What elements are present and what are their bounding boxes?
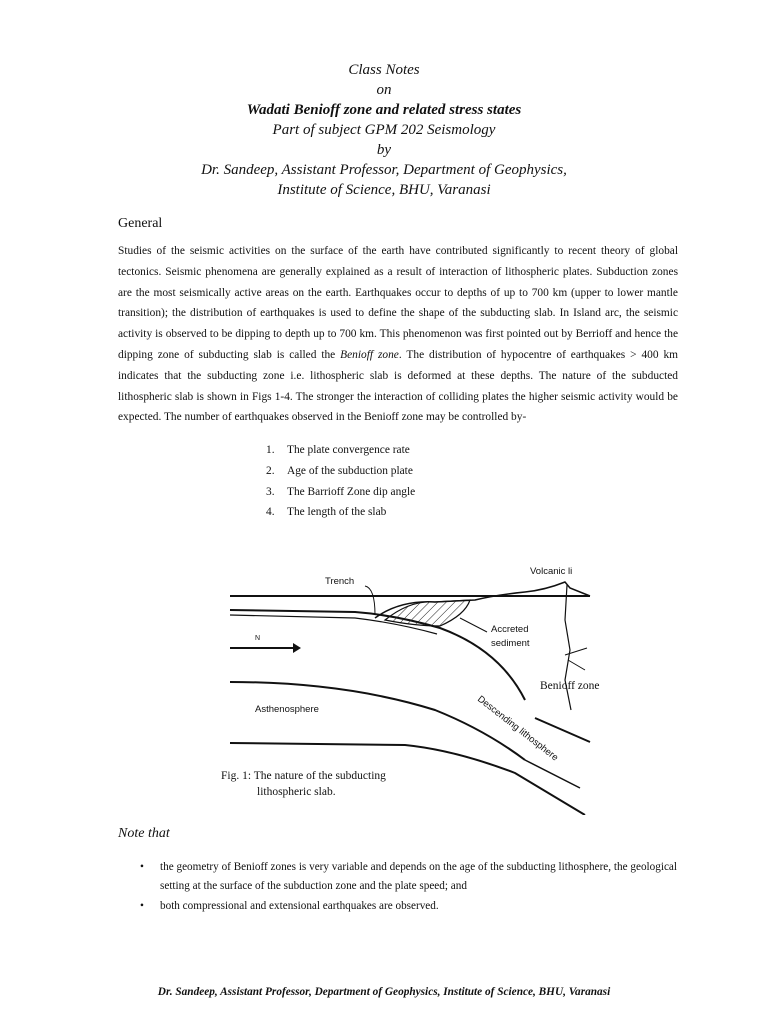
bullet-text: both compressional and extensional earthquakes are observed.	[160, 900, 439, 912]
list-number: 1.	[266, 444, 275, 456]
trench-leader	[365, 586, 375, 615]
list-number: 4.	[266, 506, 275, 519]
title-block	[0, 60, 768, 200]
list-item-text: The Barrioff Zone dip angle	[287, 485, 416, 498]
list-item	[266, 482, 415, 503]
figure-caption	[221, 768, 386, 800]
accreted-sediment-wedge	[385, 600, 470, 626]
list-number: 2.	[266, 464, 275, 477]
page-footer: Dr. Sandeep, Assistant Professor, Department of Geophysics, Institute of Science, BHU, Varanasi	[157, 986, 611, 998]
bullet-text: the geometry of Benioff zones is very variable and depends on the age of the subducting lithosphere, the geological setting at the surface of the subduction zone and the plate speed; and	[160, 861, 677, 892]
paragraph-text-end: . The distribution of hypocentre of earthquakes > 400 km indicates that the subducting zone i.e. lithospheric slab is deformed at these depths. The nature of the subducted lithospheric slab is shown in Figs 1-4. The stronger the interaction of colliding plates the higher seismic activity would be expected. The number of earthquakes observed in the Benioff zone may be controlled by-	[118, 348, 678, 424]
asthenosphere-label: Asthenosphere	[255, 704, 319, 715]
arrow-label: N	[255, 635, 261, 642]
title-line-class-notes: Class Notes	[348, 62, 420, 78]
list-number: 3.	[266, 485, 275, 498]
motion-arrow-head	[293, 643, 301, 653]
list-item-text: The length of the slab	[287, 506, 387, 519]
accreted-label: Accreted	[491, 624, 529, 635]
section-heading-general: General	[118, 216, 163, 231]
list-item	[140, 897, 677, 916]
list-item	[266, 440, 415, 461]
list-item	[266, 461, 415, 482]
title-subject-line: Part of subject GPM 202 Seismology	[272, 122, 496, 138]
caption-line-1: Fig. 1: The nature of the subducting	[221, 770, 386, 782]
controlling-factors-list	[266, 440, 415, 523]
author-line: Dr. Sandeep, Assistant Professor, Department of Geophysics,	[201, 162, 567, 178]
benioff-zone-label: Benioff zone	[540, 680, 600, 692]
descending-lithosphere-label: Descending lithosphere	[475, 693, 561, 764]
bullet-icon: •	[140, 861, 144, 873]
volcanic-label: Volcanic li	[530, 566, 573, 577]
benioff-zone-term: Benioff zone	[340, 348, 399, 361]
note-bullet-list	[140, 858, 677, 917]
institute-line: Institute of Science, BHU, Varanasi	[277, 182, 491, 198]
list-item-text: The plate convergence rate	[287, 444, 410, 456]
bullet-icon: •	[140, 900, 144, 912]
sediment-label: sediment	[491, 638, 530, 649]
plate-top-line	[230, 610, 525, 700]
note-heading: Note that	[118, 826, 170, 841]
list-item	[266, 502, 415, 523]
document-title: Wadati Benioff zone and related stress states	[246, 102, 522, 118]
general-paragraph	[118, 241, 678, 428]
sediment-leader	[460, 618, 487, 632]
trench-label: Trench	[325, 576, 355, 587]
list-item-text: Age of the subduction plate	[287, 464, 413, 477]
title-line-by: by	[376, 142, 392, 158]
caption-line-2: lithospheric slab.	[257, 786, 336, 798]
slab-upper-boundary	[535, 718, 590, 742]
title-line-on: on	[376, 82, 392, 98]
list-item	[140, 858, 677, 896]
paragraph-text-start: Studies of the seismic activities on the surface of the earth have contributed significantly to recent theory of global tectonics. Seismic phenomena are generally explained as a result of interaction of lithospheric plates. Subduction zones are the most seismically active areas on the earth. Earthquakes occur to depths of up to 700 km (upper to lower mantle transition); the distribution of earthquakes is used to define the shape of the subducting slab. In Island arc, the seismic activity is observed to be dipping to depth up to 700 km. This phenomenon was first pointed out by Berrioff and hence the dipping zone of subducting slab is called the	[118, 245, 678, 361]
